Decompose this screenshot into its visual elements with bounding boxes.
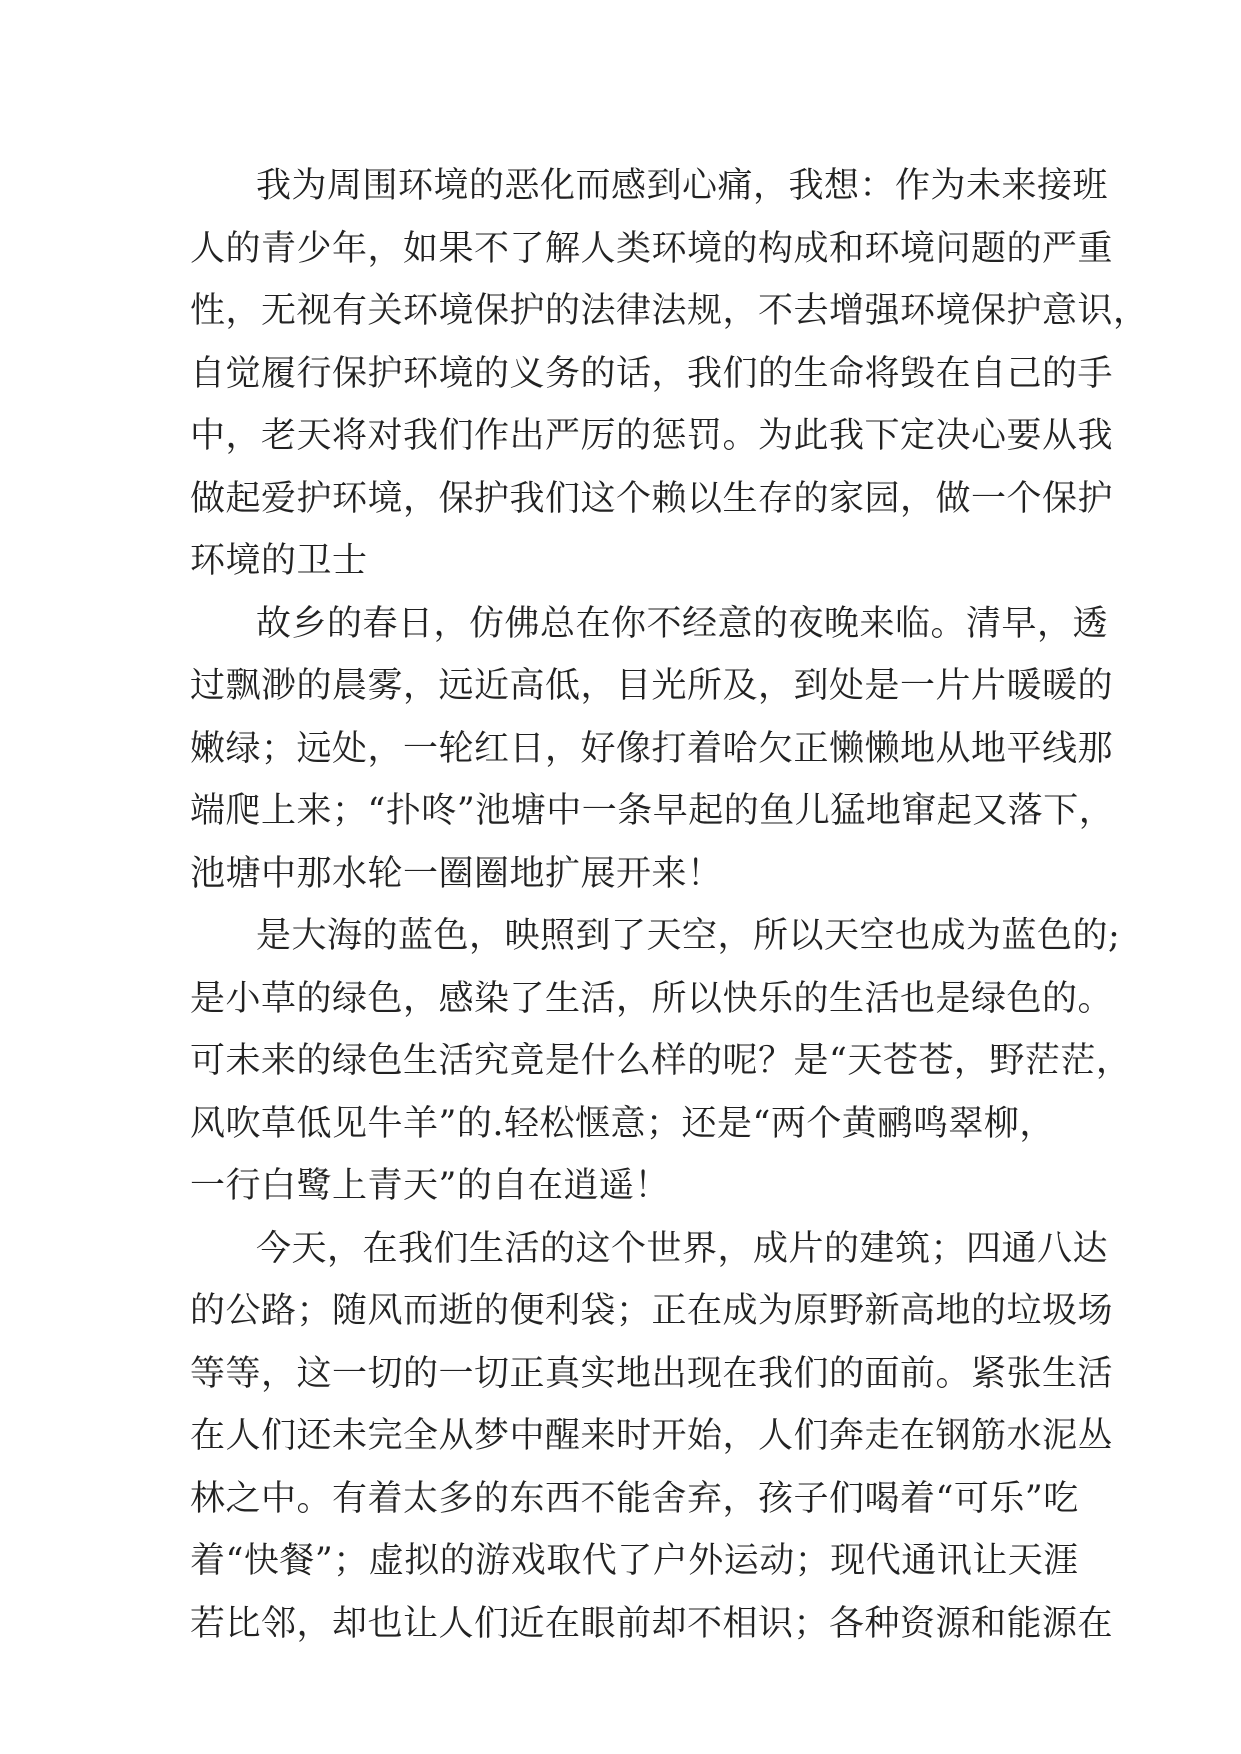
- text-line: 着“快餐”；虚拟的游戏取代了户外运动；现代通讯让天涯: [190, 1541, 1079, 1581]
- paragraph-1: [190, 155, 1149, 593]
- text-line: 中，老天将对我们作出严厉的惩罚。为此我下定决心要从我: [190, 416, 1114, 456]
- text-line: 人的青少年，如果不了解人类环境的构成和环境问题的严重: [190, 228, 1114, 269]
- text-line: 端爬上来；“扑咚”池塘中一条早起的鱼儿猛地窜起又落下，: [190, 791, 1115, 831]
- paragraph-2: [190, 593, 1115, 906]
- text-line: 可未来的绿色生活究竟是什么样的呢？是“天苍苍，野茫茫，: [190, 1041, 1132, 1081]
- text-line: 是小草的绿色，感染了生活，所以快乐的生活也是绿色的。: [190, 978, 1114, 1019]
- text-line: 林之中。有着太多的东西不能舍弃，孩子们喝着“可乐”吃: [190, 1478, 1079, 1519]
- text-line: 等等，这一切的一切正真实地出现在我们的面前。紧张生活: [190, 1353, 1114, 1394]
- text-line: 风吹草低见牛羊”的.轻松惬意；还是“两个黄鹂鸣翠柳，: [190, 1103, 1055, 1144]
- text-line: 做起爱护环境，保护我们这个赖以生存的家园，做一个保护: [190, 478, 1114, 519]
- text-line: 是大海的蓝色，映照到了天空，所以天空也成为蓝色的;: [256, 916, 1121, 956]
- text-line: 过飘渺的晨雾，远近高低，目光所及，到处是一片片暖暖的: [190, 666, 1114, 706]
- paragraph-3: [190, 905, 1132, 1218]
- text-line: 嫩绿；远处，一轮红日，好像打着哈欠正懒懒地从地平线那: [190, 728, 1114, 769]
- text-line: 我为周围环境的恶化而感到心痛，我想：作为未来接班: [256, 166, 1109, 206]
- text-line: 若比邻，却也让人们近在眼前却不相识；各种资源和能源在: [190, 1603, 1114, 1644]
- document-body: [190, 155, 1149, 1655]
- text-line: 环境的卫士: [190, 541, 368, 581]
- paragraph-4: [190, 1218, 1114, 1656]
- text-line: 在人们还未完全从梦中醒来时开始，人们奔走在钢筋水泥丛: [190, 1416, 1114, 1456]
- text-line: 的公路；随风而逝的便利袋；正在成为原野新高地的垃圾场: [190, 1291, 1114, 1331]
- text-line: 自觉履行保护环境的义务的话，我们的生命将毁在自己的手: [190, 353, 1114, 394]
- text-line: 池塘中那水轮一圈圈地扩展开来！: [190, 853, 723, 894]
- text-line: 一行白鹭上青天”的自在逍遥！: [190, 1166, 670, 1206]
- text-line: 今天，在我们生活的这个世界，成片的建筑；四通八达: [256, 1228, 1109, 1269]
- text-line: 故乡的春日，仿佛总在你不经意的夜晚来临。清早，透: [256, 603, 1109, 644]
- text-line: 性，无视有关环境保护的法律法规，不去增强环境保护意识，: [190, 291, 1149, 331]
